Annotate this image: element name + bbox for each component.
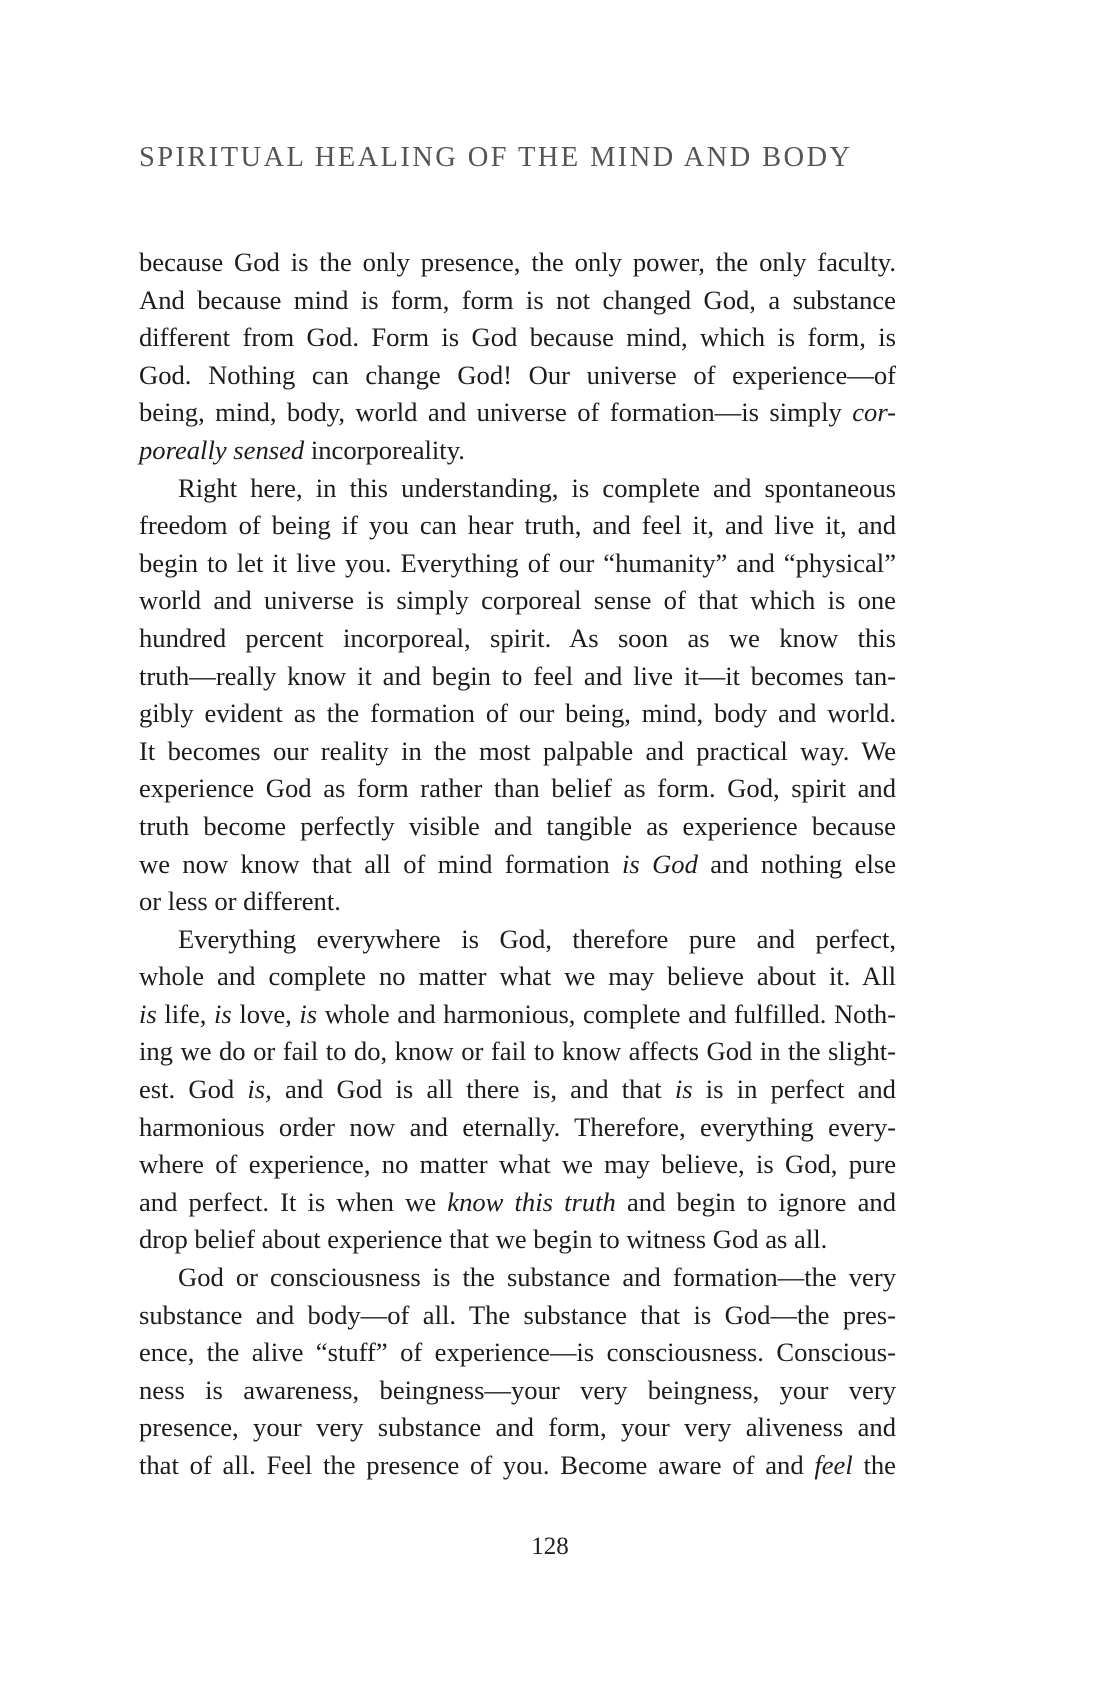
text-segment: freedom of being if you can hear truth, and feel it, and live it, and	[139, 510, 896, 541]
text-segment: drop belief about experience that we begin to witness God as all.	[139, 1224, 828, 1255]
page-number: 128	[531, 1533, 569, 1560]
italic-text: is	[139, 998, 157, 1029]
text-line	[139, 582, 896, 620]
text-segment: or less or different.	[139, 886, 341, 917]
text-line	[139, 1033, 896, 1071]
text-segment: presence, your very substance and form, your very aliveness and	[139, 1412, 896, 1443]
text-segment: Right here, in this understanding, is complete and spontaneous	[178, 472, 896, 503]
text-segment: experience God as form rather than belief as form. God, spirit and	[139, 773, 896, 804]
text-line	[139, 1447, 896, 1485]
text-line	[139, 432, 896, 470]
italic-text: is	[214, 998, 232, 1029]
running-head: SPIRITUAL HEALING OF THE MIND AND BODY	[139, 142, 853, 173]
text-segment: God. Nothing can change God! Our universe of experience—of	[139, 359, 896, 390]
text-line	[139, 1259, 896, 1297]
text-line	[139, 1184, 896, 1222]
text-line	[139, 921, 896, 959]
text-line	[139, 357, 896, 395]
text-segment: It becomes our reality in the most palpable and practical way. We	[139, 735, 896, 766]
italic-text: know this truth	[447, 1186, 616, 1217]
text-line	[139, 244, 896, 282]
text-line	[139, 883, 896, 921]
text-line	[139, 733, 896, 771]
text-segment: love,	[231, 998, 300, 1029]
italic-text: poreally sensed	[139, 434, 305, 465]
text-segment: and begin to ignore and	[615, 1186, 897, 1217]
text-segment: And because mind is form, form is not changed God, a substance	[139, 284, 896, 315]
text-line	[139, 319, 896, 357]
text-segment: truth become perfectly visible and tangible as experience because	[139, 810, 896, 841]
text-segment: and God is all there is, and that	[271, 1074, 675, 1105]
text-line	[139, 620, 896, 658]
text-segment: being, mind, body, world and universe of formation—is simply	[139, 397, 853, 428]
italic-text: is	[674, 1074, 693, 1105]
text-segment: where of experience, no matter what we may believe, is God, pure	[139, 1149, 896, 1180]
text-line	[139, 695, 896, 733]
text-segment: est. God	[139, 1074, 248, 1105]
italic-text: cor-	[852, 397, 896, 428]
body-text	[139, 244, 896, 1485]
italic-text: feel	[814, 1450, 853, 1480]
text-line	[139, 545, 896, 583]
text-segment: we now know that all of mind formation	[139, 848, 622, 879]
text-segment: ing we do or fail to do, know or fail to know affects God in the slight-	[139, 1036, 896, 1067]
text-segment: incorporeality.	[304, 434, 465, 465]
text-segment: is in perfect and	[692, 1074, 896, 1105]
text-segment: the	[852, 1450, 896, 1480]
text-line	[139, 958, 896, 996]
text-line	[139, 770, 896, 808]
text-segment: ness is awareness, beingness—your very beingness, your very	[139, 1374, 896, 1405]
text-line	[139, 507, 896, 545]
text-segment: because God is the only presence, the only power, the only faculty.	[139, 247, 896, 277]
italic-text: is God	[621, 848, 698, 879]
text-segment: and nothing else	[697, 848, 896, 879]
text-line	[139, 658, 896, 696]
text-segment: truth—really know it and begin to feel and live it—it becomes tan-	[139, 660, 896, 691]
text-line	[139, 1334, 896, 1372]
italic-text: is	[299, 998, 318, 1029]
text-line	[139, 808, 896, 846]
text-line	[139, 996, 896, 1034]
text-segment: begin to let it live you. Everything of our “humanity” and “physical”	[139, 547, 896, 578]
text-line	[139, 1409, 896, 1447]
text-segment: world and universe is simply corporeal sense of that which is one	[139, 585, 896, 616]
text-line	[139, 1071, 896, 1109]
text-line	[139, 1297, 896, 1335]
text-segment: whole and complete no matter what we may believe about it. All	[139, 961, 896, 992]
text-segment: God or consciousness is the substance and formation—the very	[178, 1262, 896, 1293]
text-line	[139, 846, 896, 884]
text-line	[139, 282, 896, 320]
text-segment: life,	[156, 998, 214, 1029]
text-segment: Everything everywhere is God, therefore pure and perfect,	[178, 923, 896, 954]
text-line	[139, 394, 896, 432]
text-line	[139, 1372, 896, 1410]
text-segment: and perfect. It is when we	[139, 1186, 448, 1217]
text-segment: hundred percent incorporeal, spirit. As soon as we know this	[139, 622, 896, 653]
text-line	[139, 470, 896, 508]
text-line	[139, 1109, 896, 1147]
text-segment: different from God. Form is God because mind, which is form, is	[139, 322, 896, 353]
text-line	[139, 1146, 896, 1184]
text-segment: harmonious order now and eternally. Therefore, everything every-	[139, 1111, 896, 1142]
text-line	[139, 1221, 896, 1259]
text-segment: that of all. Feel the presence of you. Become aware of and	[139, 1450, 815, 1480]
text-segment: ence, the alive “stuff” of experience—is consciousness. Conscious-	[139, 1337, 896, 1368]
italic-text: is,	[247, 1074, 272, 1105]
text-segment: gibly evident as the formation of our being, mind, body and world.	[139, 698, 896, 729]
text-segment: substance and body—of all. The substance that is God—the pres-	[139, 1299, 896, 1330]
text-segment: whole and harmonious, complete and fulfilled. Noth-	[317, 998, 896, 1029]
